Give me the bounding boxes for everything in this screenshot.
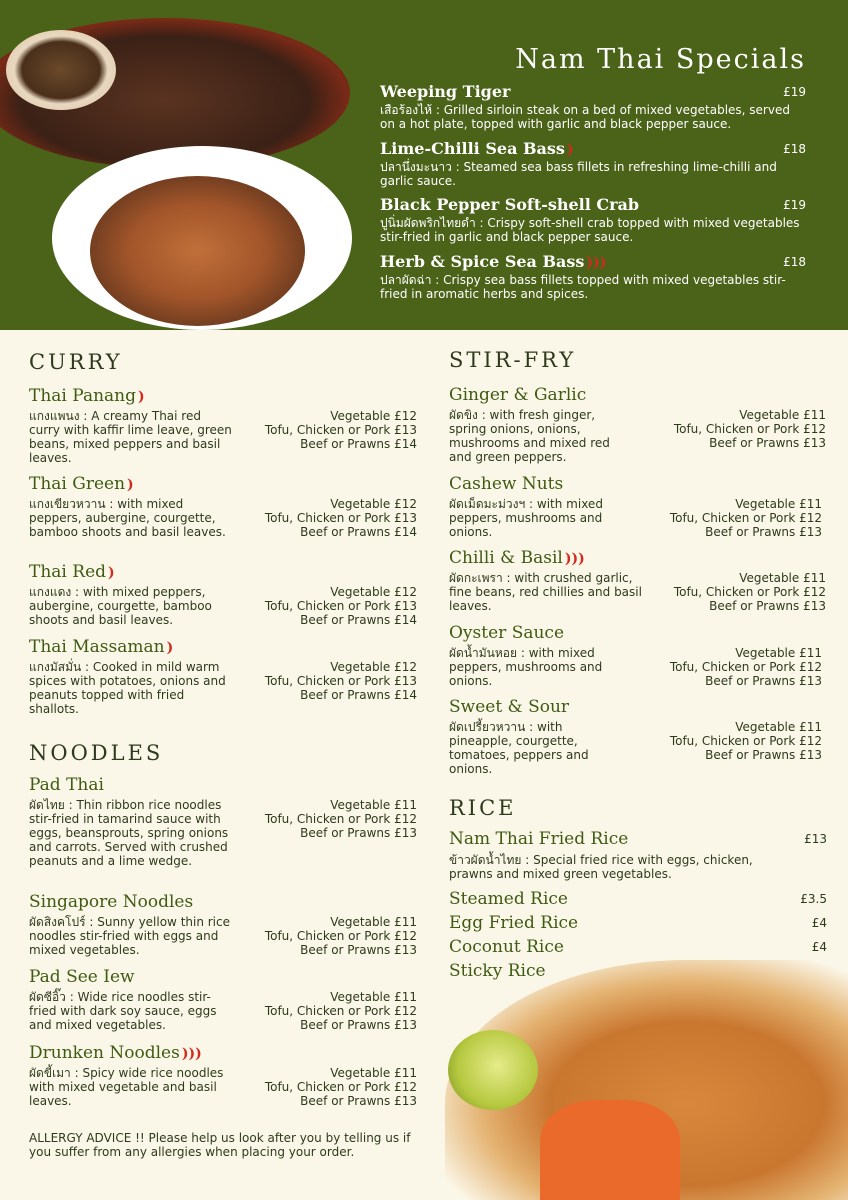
item-name: Thai Red ) — [29, 562, 115, 582]
item-name: Thai Green ) — [29, 474, 134, 494]
item-name: Pad See Iew — [29, 967, 135, 987]
item-desc: ผัดเปรี้ยวหวาน : with pineapple, courgette, tomatoes, peppers and onions. — [449, 720, 589, 776]
menu-item — [29, 967, 417, 1032]
menu-item — [449, 697, 822, 776]
item-prices: Vegetable £11 Tofu, Chicken or Pork £12 Beef or Prawns £13 — [669, 646, 822, 688]
item-desc: ผัดสิงคโปร์ : Sunny yellow thin rice noodles stir-fried with eggs and mixed vegetables. — [29, 915, 230, 957]
item-prices: Vegetable £11 Tofu, Chicken or Pork £12 Beef or Prawns £13 — [264, 1066, 417, 1108]
curry-heading: CURRY — [29, 350, 123, 374]
item-desc: แกงแดง : with mixed peppers, aubergine, courgette, bamboo shoots and basil leaves. — [29, 585, 212, 627]
stirfry-heading: STIR-FRY — [449, 348, 577, 372]
soft-shell-crab-image — [90, 176, 305, 326]
special-item — [380, 195, 806, 244]
item-name: Steamed Rice — [449, 889, 568, 909]
special-item — [380, 139, 806, 188]
menu-item — [29, 637, 417, 716]
item-prices: Vegetable £11 Tofu, Chicken or Pork £12 Beef or Prawns £13 — [264, 915, 417, 957]
item-prices: Vegetable £12 Tofu, Chicken or Pork £13 Beef or Prawns £14 — [264, 409, 417, 451]
item-desc: ผัดไทย : Thin ribbon rice noodles stir-fried in tamarind sauce with eggs, beansprouts, spring onions and carrots. Served with crushed peanuts and a lime wedge. — [29, 798, 229, 868]
special-name: Lime-Chilli Sea Bass ) — [380, 139, 574, 158]
menu-item — [449, 474, 822, 539]
item-name: Nam Thai Fried Rice — [449, 829, 629, 849]
item-name: Chilli & Basil ))) — [449, 548, 585, 568]
chilli-icon: ))) — [181, 1046, 202, 1062]
special-price: £18 — [783, 255, 806, 269]
special-price: £19 — [783, 85, 806, 99]
item-price: £4 — [811, 916, 827, 930]
special-name: Herb & Spice Sea Bass ))) — [380, 252, 607, 271]
menu-item — [29, 474, 417, 539]
special-name: Black Pepper Soft-shell Crab — [380, 195, 640, 214]
item-desc: แกงแพนง : A creamy Thai red curry with kaffir lime leave, green beans, mixed peppers and basil leaves. — [29, 409, 232, 465]
item-name: Ginger & Garlic — [449, 385, 587, 405]
noodles-heading: NOODLES — [29, 741, 164, 765]
item-name: Thai Panang ) — [29, 386, 145, 406]
rice-item — [449, 829, 827, 881]
menu-item — [449, 548, 826, 613]
item-prices: Vegetable £11 Tofu, Chicken or Pork £12 Beef or Prawns £13 — [669, 720, 822, 762]
item-desc: ผัดกะเพรา : with crushed garlic, fine beans, red chillies and basil leaves. — [449, 571, 642, 613]
item-prices: Vegetable £11 Tofu, Chicken or Pork £12 Beef or Prawns £13 — [673, 408, 826, 450]
specials-title: Nam Thai Specials — [515, 44, 806, 75]
carrot-garnish-image — [540, 1100, 680, 1200]
special-desc: ปลาผัดฉ่า : Crispy sea bass fillets topped with mixed vegetables stir-fried in aromatic herbs and spices. — [380, 273, 786, 301]
item-price: £3.5 — [800, 892, 827, 906]
item-desc: ผัดซีอิ๊ว : Wide rice noodles stir-fried with dark soy sauce, eggs and mixed vegetables. — [29, 990, 217, 1032]
specials-header — [0, 0, 848, 330]
lime-wedge-image — [448, 1030, 538, 1110]
item-name: Sticky Rice — [449, 961, 546, 981]
menu-item — [29, 1043, 417, 1108]
item-name: Cashew Nuts — [449, 474, 564, 494]
item-price: £4 — [811, 940, 827, 954]
rice-item — [449, 937, 827, 957]
special-price: £18 — [783, 142, 806, 156]
item-name: Coconut Rice — [449, 937, 564, 957]
item-desc: ผัดขิง : with fresh ginger, spring onions, onions, mushrooms and mixed red and green peppers. — [449, 408, 610, 464]
special-desc: เสือร้องไห้ : Grilled sirloin steak on a bed of mixed vegetables, served on a hot plate, topped with garlic and black pepper sauce. — [380, 103, 790, 131]
item-name: Egg Fried Rice — [449, 913, 579, 933]
chilli-icon: ) — [108, 565, 115, 581]
menu-item — [29, 775, 417, 868]
item-prices: Vegetable £11 Tofu, Chicken or Pork £12 Beef or Prawns £13 — [264, 798, 417, 840]
item-name: Oyster Sauce — [449, 623, 564, 643]
menu-item — [29, 562, 417, 627]
special-desc: ปูนิ่มผัดพริกไทยดำ : Crispy soft-shell crab topped with mixed vegetables stir-fried in garlic and black pepper sauce. — [380, 216, 800, 244]
chilli-icon: ) — [166, 640, 174, 656]
item-prices: Vegetable £11 Tofu, Chicken or Pork £12 Beef or Prawns £13 — [669, 497, 822, 539]
item-name: Drunken Noodles ))) — [29, 1043, 202, 1063]
item-name: Thai Massaman ) — [29, 637, 174, 657]
chilli-icon: ))) — [564, 551, 585, 567]
menu-item — [29, 386, 417, 465]
menu-item — [29, 892, 417, 957]
chilli-icon: ))) — [586, 255, 607, 271]
chilli-icon: ) — [566, 142, 574, 158]
special-item — [380, 252, 806, 301]
allergy-advice: ALLERGY ADVICE !! Please help us look after you by telling us if you suffer from any allergies when placing your order. — [29, 1131, 411, 1159]
rice-item — [449, 889, 827, 909]
item-desc: แกงเขียวหวาน : with mixed peppers, aubergine, courgette, bamboo shoots and basil leaves. — [29, 497, 226, 539]
sauce-bowl-image — [6, 30, 116, 110]
menu-item — [449, 623, 822, 688]
menu-item — [449, 385, 826, 464]
item-prices: Vegetable £11 Tofu, Chicken or Pork £12 Beef or Prawns £13 — [673, 571, 826, 613]
special-name: Weeping Tiger — [380, 82, 511, 101]
chilli-icon: ) — [138, 389, 145, 405]
item-name: Sweet & Sour — [449, 697, 570, 717]
item-desc: ข้าวผัดน้ำไทย : Special fried rice with eggs, chicken, prawns and mixed green vegetables. — [449, 853, 753, 881]
item-price: £13 — [804, 832, 827, 846]
special-price: £19 — [783, 198, 806, 212]
item-desc: แกงมัสมั่น : Cooked in mild warm spices with potatoes, onions and peanuts topped with fried shallots. — [29, 660, 226, 716]
item-name: Pad Thai — [29, 775, 104, 795]
item-desc: ผัดเม็ดมะม่วงฯ : with mixed peppers, mushrooms and onions. — [449, 497, 603, 539]
item-prices: Vegetable £11 Tofu, Chicken or Pork £12 Beef or Prawns £13 — [264, 990, 417, 1032]
item-desc: ผัดน้ำมันหอย : with mixed peppers, mushrooms and onions. — [449, 646, 603, 688]
special-desc: ปลานึ่งมะนาว : Steamed sea bass fillets in refreshing lime-chilli and garlic sauce. — [380, 160, 777, 188]
item-prices: Vegetable £12 Tofu, Chicken or Pork £13 Beef or Prawns £14 — [264, 585, 417, 627]
item-prices: Vegetable £12 Tofu, Chicken or Pork £13 Beef or Prawns £14 — [264, 497, 417, 539]
item-name: Singapore Noodles — [29, 892, 194, 912]
rice-heading: RICE — [449, 796, 517, 820]
special-item — [380, 82, 806, 131]
item-desc: ผัดขี้เมา : Spicy wide rice noodles with mixed vegetable and basil leaves. — [29, 1066, 224, 1108]
chilli-icon: ) — [127, 477, 134, 493]
rice-item — [449, 913, 827, 933]
item-prices: Vegetable £12 Tofu, Chicken or Pork £13 Beef or Prawns £14 — [264, 660, 417, 702]
